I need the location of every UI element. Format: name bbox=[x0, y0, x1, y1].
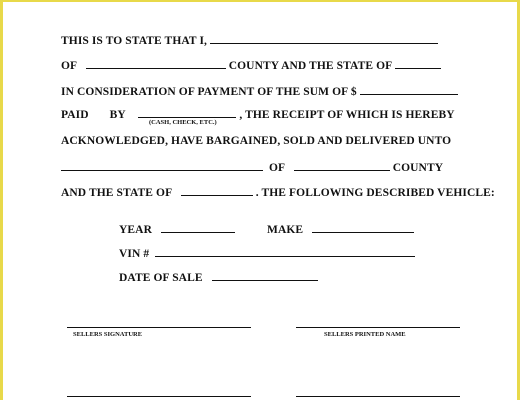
payment-method-blank[interactable] bbox=[138, 107, 236, 118]
make-blank[interactable] bbox=[312, 222, 414, 233]
payment-method-hint: (CASH, CHECK, ETC.) bbox=[149, 119, 217, 126]
sellers-printed-name-line[interactable] bbox=[296, 327, 460, 328]
buyer-county-blank[interactable] bbox=[294, 160, 390, 171]
vehicle-intro-line bbox=[61, 185, 495, 199]
year-label: YEAR bbox=[119, 224, 152, 236]
date-of-sale-row bbox=[119, 270, 318, 284]
of-label-buyer: OF bbox=[268, 162, 285, 174]
seller-county-blank[interactable] bbox=[86, 58, 226, 69]
statement-label: THIS IS TO STATE THAT I, bbox=[61, 35, 208, 47]
sellers-signature-label: SELLERS SIGNATURE bbox=[73, 331, 143, 338]
payment-sum-label: IN CONSIDERATION OF PAYMENT OF THE SUM OF $ bbox=[61, 86, 357, 98]
buyer-state-blank[interactable] bbox=[181, 185, 253, 196]
vehicle-intro-label: . THE FOLLOWING DESCRIBED VEHICLE: bbox=[255, 187, 495, 199]
statement-line bbox=[61, 33, 438, 47]
vin-blank[interactable] bbox=[155, 246, 415, 257]
make-row bbox=[267, 222, 414, 236]
buyer-printed-name-line[interactable] bbox=[296, 396, 460, 397]
sellers-signature-line[interactable] bbox=[67, 327, 251, 328]
paid-label: PAID bbox=[61, 109, 89, 121]
date-of-sale-blank[interactable] bbox=[212, 270, 318, 281]
by-label: BY bbox=[109, 109, 126, 121]
of-label: OF bbox=[61, 60, 77, 72]
receipt-label: , THE RECEIPT OF WHICH IS HEREBY bbox=[239, 109, 455, 121]
county-state-label: COUNTY AND THE STATE OF bbox=[228, 60, 392, 72]
state-of-label: AND THE STATE OF bbox=[61, 187, 172, 199]
buyer-signature-line[interactable] bbox=[67, 396, 251, 397]
buyer-county-label: COUNTY bbox=[392, 162, 444, 174]
buyer-name-blank[interactable] bbox=[61, 160, 263, 171]
year-blank[interactable] bbox=[161, 222, 235, 233]
paid-by-line bbox=[61, 107, 455, 121]
acknowledged-line: ACKNOWLEDGED, HAVE BARGAINED, SOLD AND DELIVERED UNTO bbox=[61, 135, 452, 147]
make-label: MAKE bbox=[267, 224, 304, 236]
year-row bbox=[119, 222, 235, 236]
buyer-line bbox=[61, 160, 443, 174]
vin-label: VIN # bbox=[119, 248, 150, 260]
seller-name-blank[interactable] bbox=[210, 33, 438, 44]
sellers-printed-name-label: SELLERS PRINTED NAME bbox=[324, 331, 406, 338]
seller-state-blank[interactable] bbox=[395, 58, 441, 69]
vin-row bbox=[119, 246, 415, 260]
date-of-sale-label: DATE OF SALE bbox=[119, 272, 203, 284]
payment-amount-blank[interactable] bbox=[360, 84, 458, 95]
county-line bbox=[61, 58, 441, 72]
payment-sum-line bbox=[61, 84, 458, 98]
